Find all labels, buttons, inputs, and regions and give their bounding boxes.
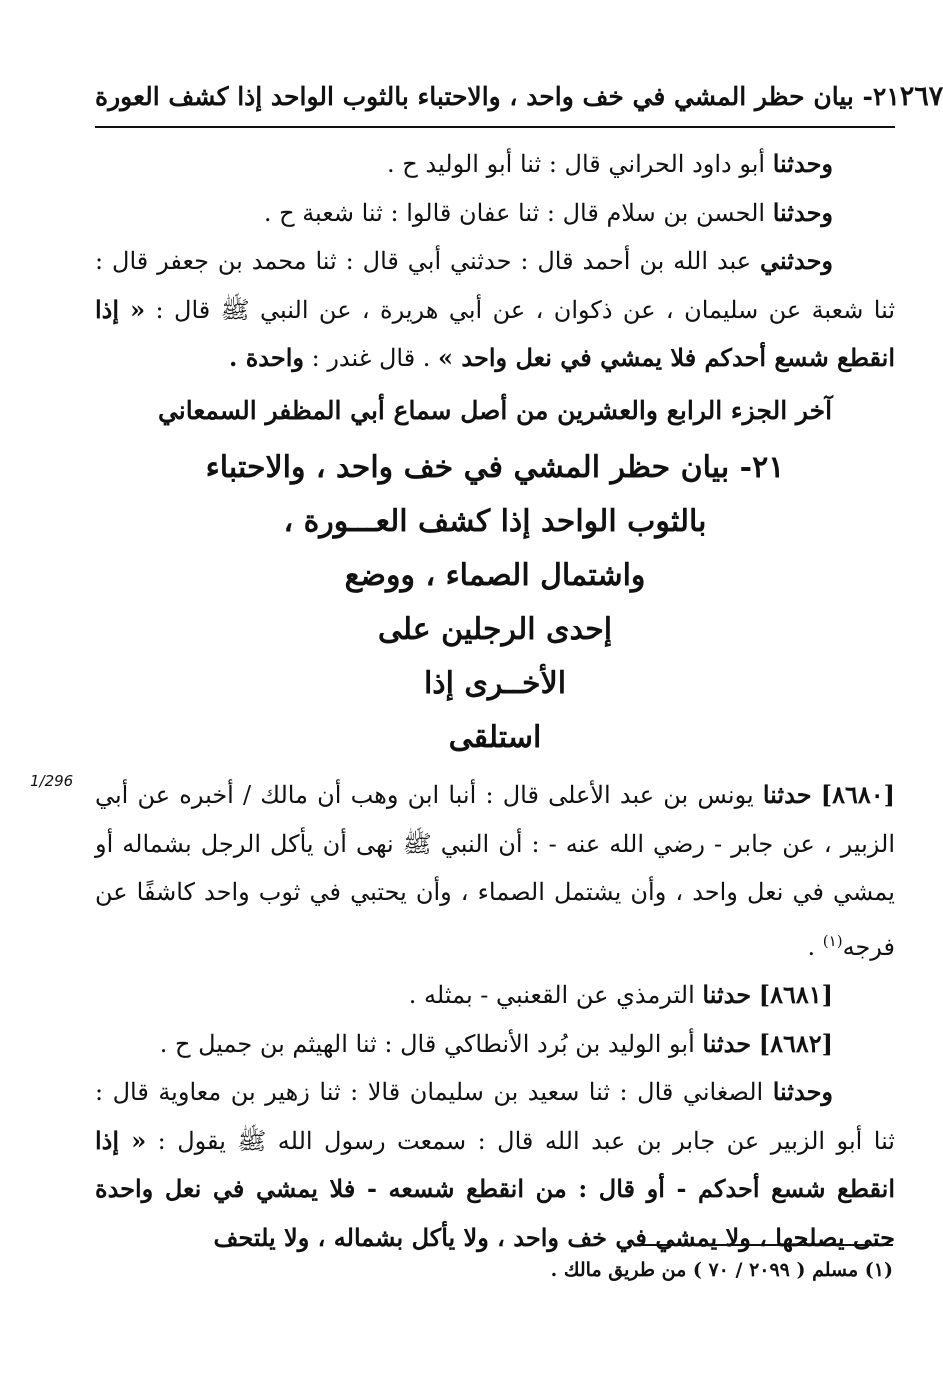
running-header <box>95 70 943 122</box>
hadith-entry <box>95 771 895 971</box>
chapter-title-line: استلقى <box>448 720 542 755</box>
margin-reference: 1/296 <box>30 772 74 790</box>
lead-word: حدثنا <box>702 980 752 1009</box>
lead-word: وحدثنا <box>772 197 833 227</box>
hadith-quote: « إذا انقطع شسع أحدكم - أو قال : من انقطع شسعه - فلا يمشي في نعل واحدة حتى يصلحها ، ولا يمشي في خف واحد ، ولا يأكل بشماله ، ولا يلتحف <box>95 1125 895 1252</box>
lead-word: وحدثنا <box>772 149 833 178</box>
paragraph-text: الحسن بن سلام قال : ثنا عفان قالوا : ثنا شعبة ح . <box>263 198 773 227</box>
chapter-title-line: إحدى الرجلين على <box>377 612 613 647</box>
hadith-quote: « إذا انقطع شسع أحدكم فلا يمشي في نعل واحد » <box>95 294 895 372</box>
footnote: (١) مسلم ( ٢٠٩٩ / ٧٠ ) من طريق مالك . <box>550 1259 893 1281</box>
lead-word: وحدثني <box>760 246 833 275</box>
chapter-title <box>95 441 895 765</box>
hadith-entry <box>95 1020 895 1069</box>
paragraph-text: أبو داود الحراني قال : ثنا أبو الوليد ح . <box>387 150 773 178</box>
footnote-marker: (١) <box>822 931 843 950</box>
chapter-title-line: ٢١- بيان حظر المشي في خف واحد ، والاحتباء <box>205 450 785 485</box>
paragraph-tail: . قال غندر : <box>303 344 439 372</box>
header-rule <box>95 126 895 128</box>
paragraph <box>95 1068 895 1262</box>
hadith-number: [٨٦٨٢] <box>758 1028 833 1058</box>
paragraph-text: الصغاني قال : ثنا سعيد بن سليمان قالا : ثنا زهير بن معاوية قال : ثنا أبو الزبير عن جابر بن عبد الله قال : سمعت رسول الله ﷺ يقول : <box>95 1078 895 1155</box>
hadith-text: الترمذي عن القعنبي - بمثله . <box>408 981 703 1009</box>
footnote-rule <box>635 1244 893 1246</box>
paragraph <box>95 237 895 383</box>
paragraph <box>95 140 895 189</box>
page-number: ٢٦٧ <box>899 80 943 112</box>
hadith-number: [٨٦٨١] <box>758 980 833 1009</box>
lead-word: وحدثنا <box>772 1077 833 1106</box>
main-text <box>95 140 895 1262</box>
paragraph-text: عبد الله بن أحمد قال : حدثني أبي قال : ثنا محمد بن جعفر قال : ثنا شعبة عن سليمان ، عن ذكوان ، عن أبي هريرة ، عن النبي ﷺ قال : <box>95 247 895 324</box>
hadith-number: [٨٦٨٠] <box>820 780 895 809</box>
chapter-title-line: واشتمال الصماء ، ووضع <box>344 558 646 593</box>
colophon: آخر الجزء الرابع والعشرين من أصل سماع أبي المظفر السمعاني <box>157 395 833 425</box>
paragraph-tail-bold: واحدة . <box>229 343 304 372</box>
lead-word: حدثنا <box>762 780 812 809</box>
hadith-entry <box>95 971 895 1020</box>
header-title: ٢١- بيان حظر المشي في خف واحد ، والاحتباء بالثوب الواحد إذا كشف العورة <box>95 81 900 111</box>
hadith-end: . <box>807 932 823 961</box>
paragraph <box>95 189 895 238</box>
hadith-text: أبو الوليد بن بُرد الأنطاكي قال : ثنا الهيثم بن جميل ح . <box>159 1029 703 1058</box>
chapter-title-line: بالثوب الواحد إذا كشف العـــورة ، <box>283 504 707 539</box>
hadith-text: يونس بن عبد الأعلى قال : أنبا ابن وهب أن مالك / أخبره عن أبي الزبير ، عن جابر - رضي الله عنه - : أن النبي ﷺ نهى أن يأكل الرجل بشماله أو يمشي في نعل واحد ، وأن يشتمل الصماء ، وأن يحتبي في ثوب واحد كاشفًا عن فرجه <box>95 781 895 961</box>
lead-word: حدثنا <box>702 1028 752 1058</box>
chapter-title-line: الأخــرى إذا <box>423 666 567 701</box>
